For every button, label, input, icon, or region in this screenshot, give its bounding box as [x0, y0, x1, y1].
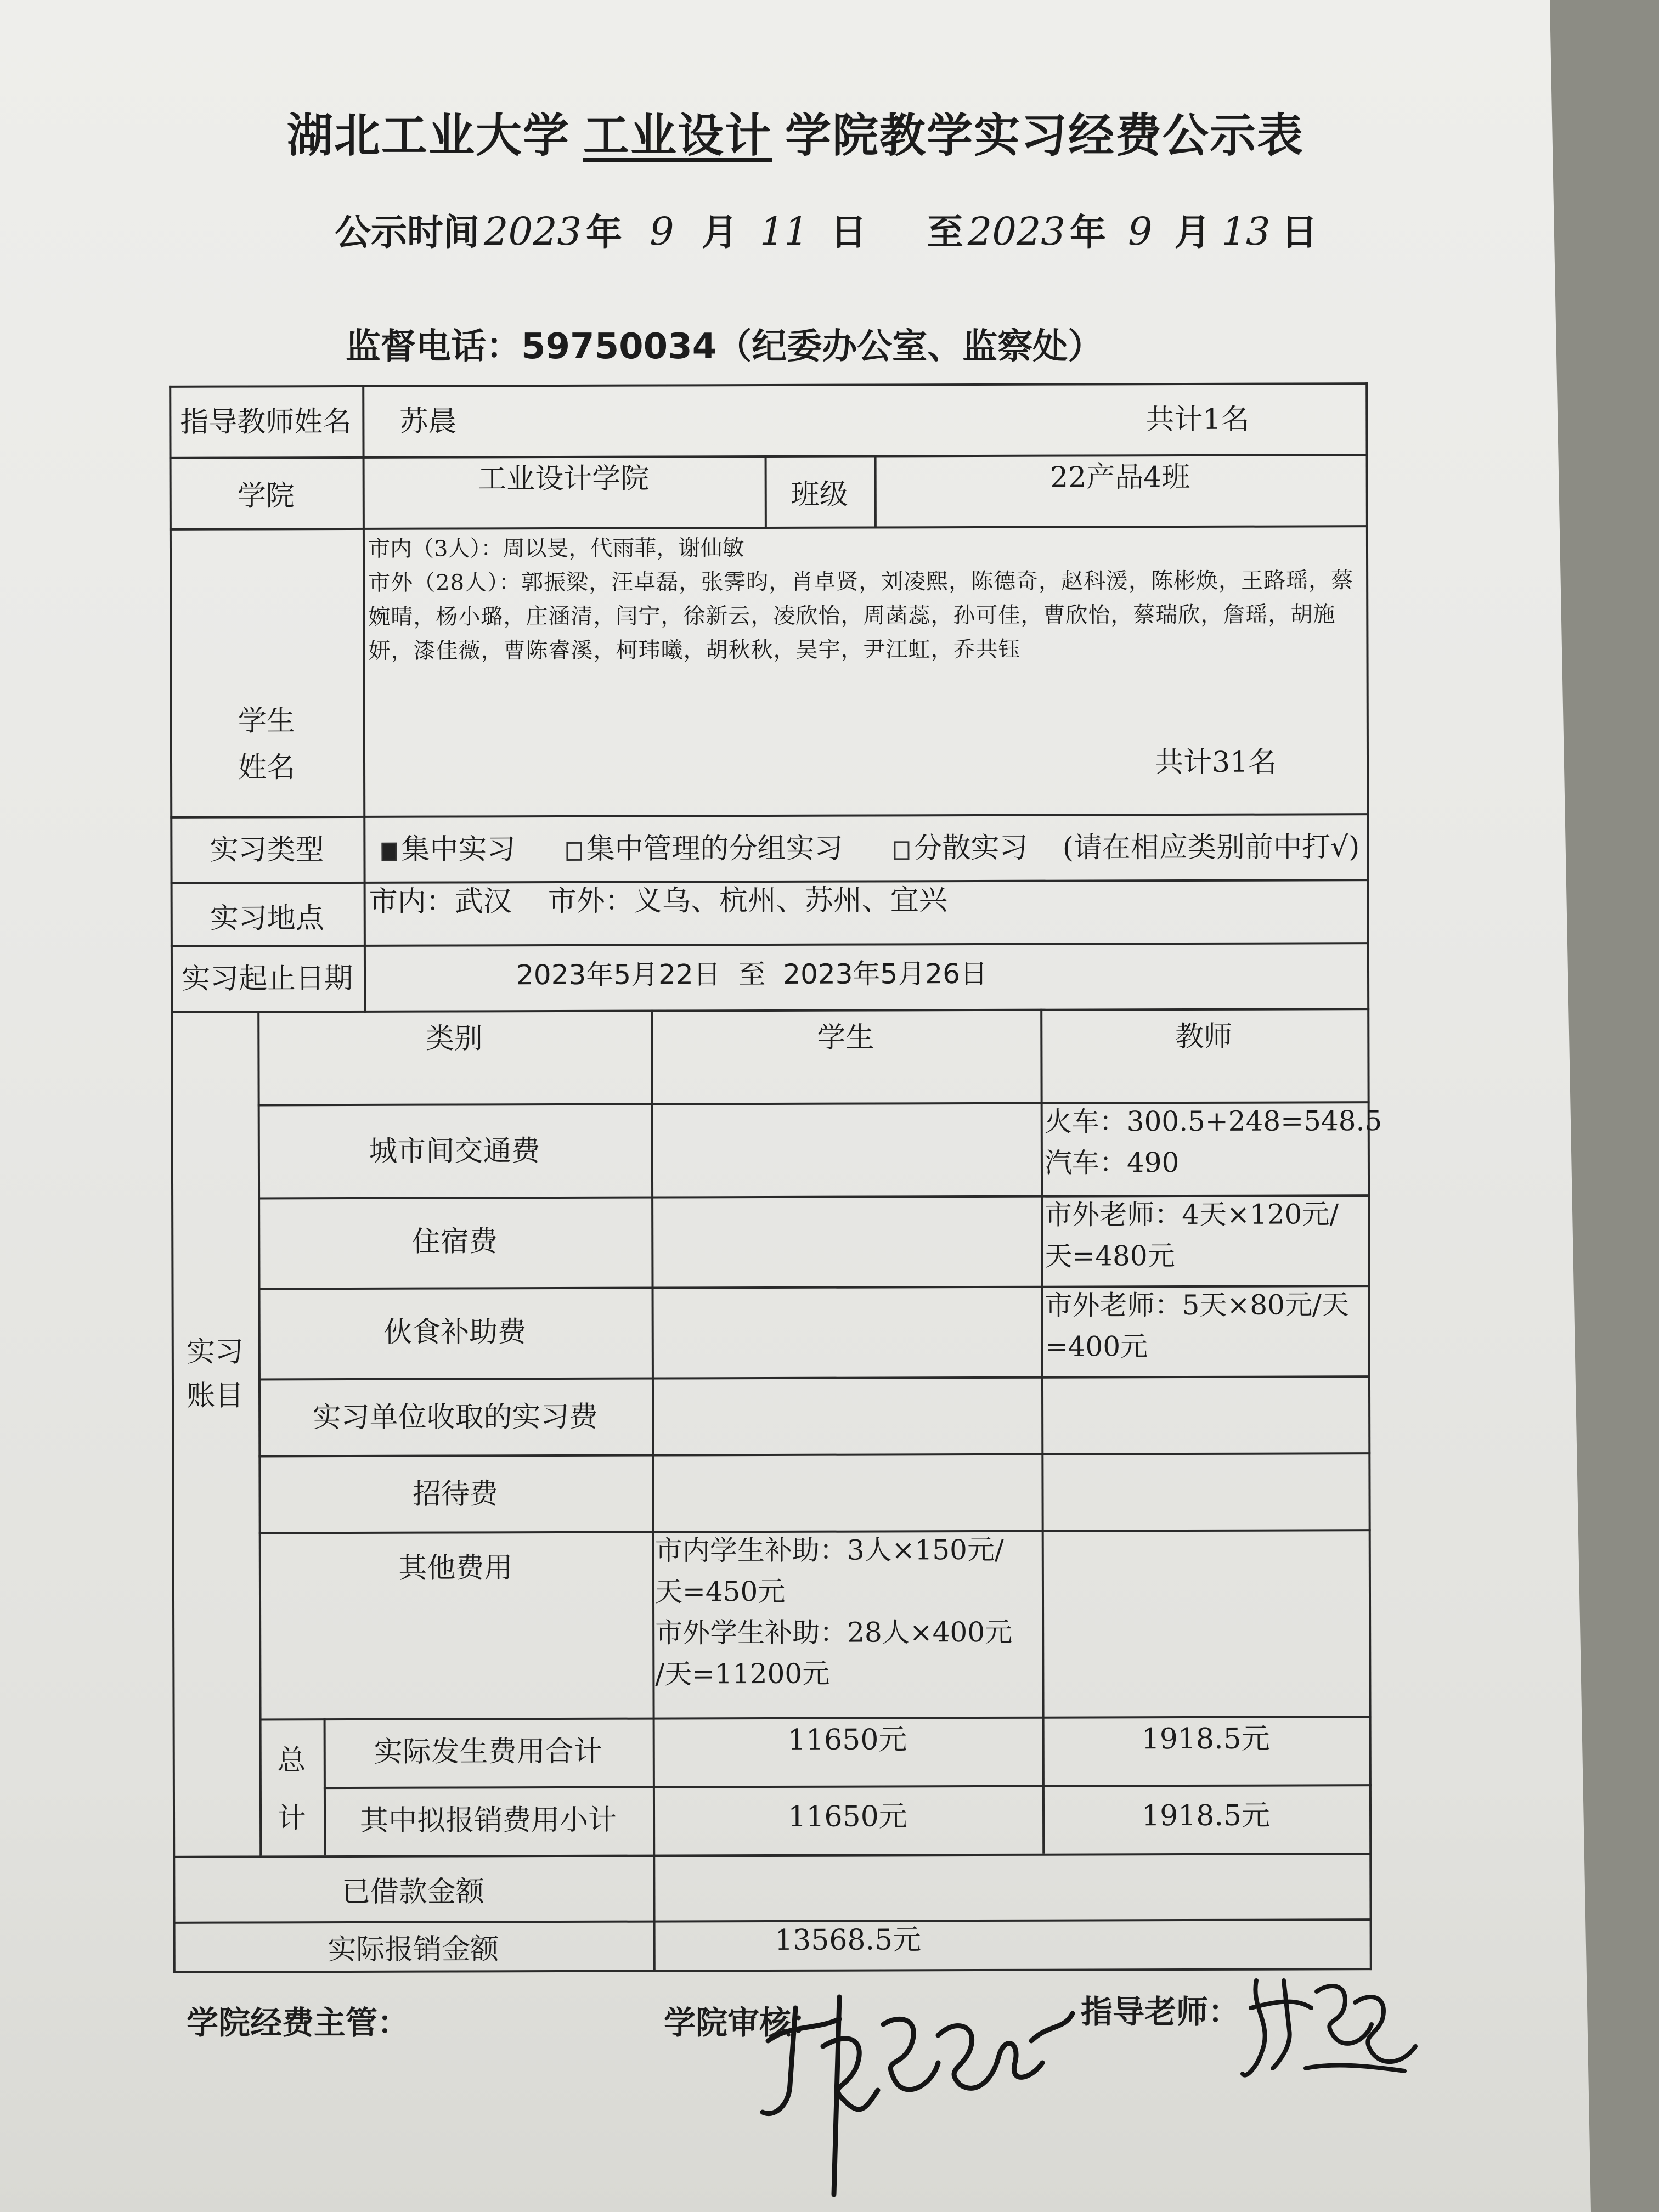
year-char: 年: [586, 211, 623, 253]
teacher-name: 苏晨: [399, 405, 457, 438]
actual-label: 实际发生费用合计: [374, 1735, 602, 1769]
table-rule: [173, 1853, 1372, 1858]
type-option-3: 分散实习: [913, 831, 1028, 865]
table-rule: [171, 942, 1369, 947]
reimb-teacher: 1918.5元: [1141, 1799, 1271, 1833]
finance-label: 学院经费主管：: [187, 2004, 410, 2041]
teacher-count: 共计1名: [1146, 403, 1250, 437]
review-label: 学院审核：: [664, 2004, 823, 2041]
location-label: 实习地点: [210, 902, 324, 935]
ledger-label-2: 账目: [186, 1379, 244, 1413]
row-category: 城市间交通费: [369, 1135, 540, 1168]
advisor-label: 指导老师：: [1081, 1993, 1240, 2030]
supervision-phone: 监督电话：59750034（纪委办公室、监察处）: [346, 326, 1103, 367]
to-label: 至: [927, 211, 963, 253]
col-student: 学生: [817, 1021, 874, 1054]
day-char: 日: [1281, 211, 1318, 253]
checkbox-empty-icon: [894, 841, 910, 860]
month-char: 月: [1174, 211, 1211, 253]
from-month: 9: [650, 209, 674, 254]
title-college: 工业设计: [583, 109, 772, 162]
total-label-2: 计: [277, 1802, 306, 1835]
teacher-label: 指导教师姓名: [180, 405, 352, 439]
row-teacher-line: 市外老师：5天×80元/天: [1045, 1289, 1349, 1322]
type-option-2: 集中管理的分组实习: [586, 832, 843, 866]
title-suffix: 学院教学实习经费公示表: [785, 109, 1305, 162]
table-rule: [170, 454, 1368, 459]
ledger-label-1: 实习: [186, 1335, 244, 1369]
students-local: 市内（3人）：周以旻，代雨菲，谢仙敏: [368, 535, 744, 562]
row-teacher-line: 市外老师：4天×120元/: [1045, 1198, 1339, 1231]
row-category: 伙食补助费: [383, 1316, 527, 1349]
from-year: 2023: [484, 209, 582, 254]
college-label: 学院: [237, 479, 295, 513]
actual-student: 11650元: [787, 1723, 907, 1757]
reviewer-signature: [757, 1975, 1075, 2211]
table-rule: [170, 525, 1368, 531]
table-rule: [258, 1375, 1370, 1380]
row-teacher-line: 汽车：490: [1044, 1147, 1180, 1179]
document-title: [0, 99, 1591, 165]
to-month: 9: [1127, 209, 1153, 254]
other-student-line: 市内学生补助：3人×150元/: [654, 1533, 1004, 1567]
class-label: 班级: [791, 478, 848, 511]
expense-table: [169, 382, 1383, 1974]
row-category: 住宿费: [411, 1225, 498, 1259]
students-label-2: 姓名: [238, 751, 296, 785]
borrowed-label: 已借款金额: [341, 1875, 484, 1909]
final-label: 实际报销金额: [328, 1933, 499, 1967]
total-label-1: 总: [277, 1744, 306, 1778]
to-day: 13: [1221, 209, 1271, 254]
row-teacher-line: 火车：300.5+248=548.5: [1044, 1105, 1383, 1138]
title-prefix: 湖北工业大学: [286, 109, 570, 162]
type-note: (请在相应类别前中打√): [1062, 831, 1360, 865]
other-student-line: 天=450元: [654, 1575, 786, 1608]
type-option-1: 集中实习: [401, 833, 516, 866]
publicity-period: [335, 203, 1318, 255]
to-year: 2023: [967, 209, 1065, 254]
col-category: 类别: [425, 1022, 483, 1056]
final-value: 13568.5元: [775, 1923, 922, 1957]
table-rule: [170, 813, 1369, 819]
table-rule: [258, 1452, 1370, 1457]
publicity-label: 公示时间: [335, 211, 479, 253]
college-value: 工业设计学院: [478, 462, 650, 496]
students-count: 共计31名: [1154, 746, 1277, 780]
dates-value: 2023年5月22日 至 2023年5月26日: [516, 957, 988, 991]
row-category: 招待费: [412, 1477, 499, 1511]
checkbox-checked-icon: [381, 842, 397, 861]
table-rule: [171, 1008, 1369, 1013]
advisor-signature: [1240, 1959, 1421, 2096]
reimb-student: 11650元: [788, 1800, 907, 1833]
checkbox-empty-icon: [566, 842, 582, 860]
table-rule: [259, 1716, 1372, 1720]
other-student-line: /天=11200元: [655, 1657, 830, 1690]
from-day: 11: [759, 209, 809, 254]
borrowed-value: [653, 1872, 1369, 1874]
location-value: 市内：武汉 市外：义乌、杭州、苏州、宜兴: [369, 884, 947, 918]
students-other: 市外（28人）：郭振梁，汪卓磊，张霁昀，肖卓贤，刘凌熙，陈德奇，赵科湲，陈彬焕，王路瑶，蔡婉晴，杨小璐，庄涵清，闫宁，徐新云，凌欣怡，周菡蕊，孙可佳，曹欣怡，蔡瑞欣，詹瑶，胡施妍，漆佳薇，曹陈睿溪，柯玮曦，胡秋秋，吴宇，尹江虹，乔共钰: [368, 568, 1354, 664]
actual-teacher: 1918.5元: [1141, 1722, 1270, 1756]
table-rule: [324, 1784, 1372, 1789]
row-teacher-line: 天=480元: [1045, 1240, 1175, 1272]
year-char: 年: [1069, 211, 1106, 253]
type-options: [381, 830, 1359, 868]
dates-label: 实习起止日期: [181, 962, 353, 996]
other-student-line: 市外学生补助：28人×400元: [655, 1616, 1013, 1649]
row-category: 实习单位收取的实习费: [312, 1400, 598, 1435]
row-teacher-line: =400元: [1045, 1330, 1148, 1363]
reimb-label: 其中拟报销费用小计: [359, 1803, 617, 1837]
day-char: 日: [830, 211, 867, 253]
students-label-1: 学生: [238, 704, 295, 738]
type-label: 实习类型: [210, 833, 324, 867]
class-value: 22产品4班: [1049, 460, 1190, 494]
other-label: 其他费用: [398, 1551, 513, 1585]
col-teacher: 教师: [1175, 1020, 1233, 1054]
month-char: 月: [701, 211, 738, 253]
